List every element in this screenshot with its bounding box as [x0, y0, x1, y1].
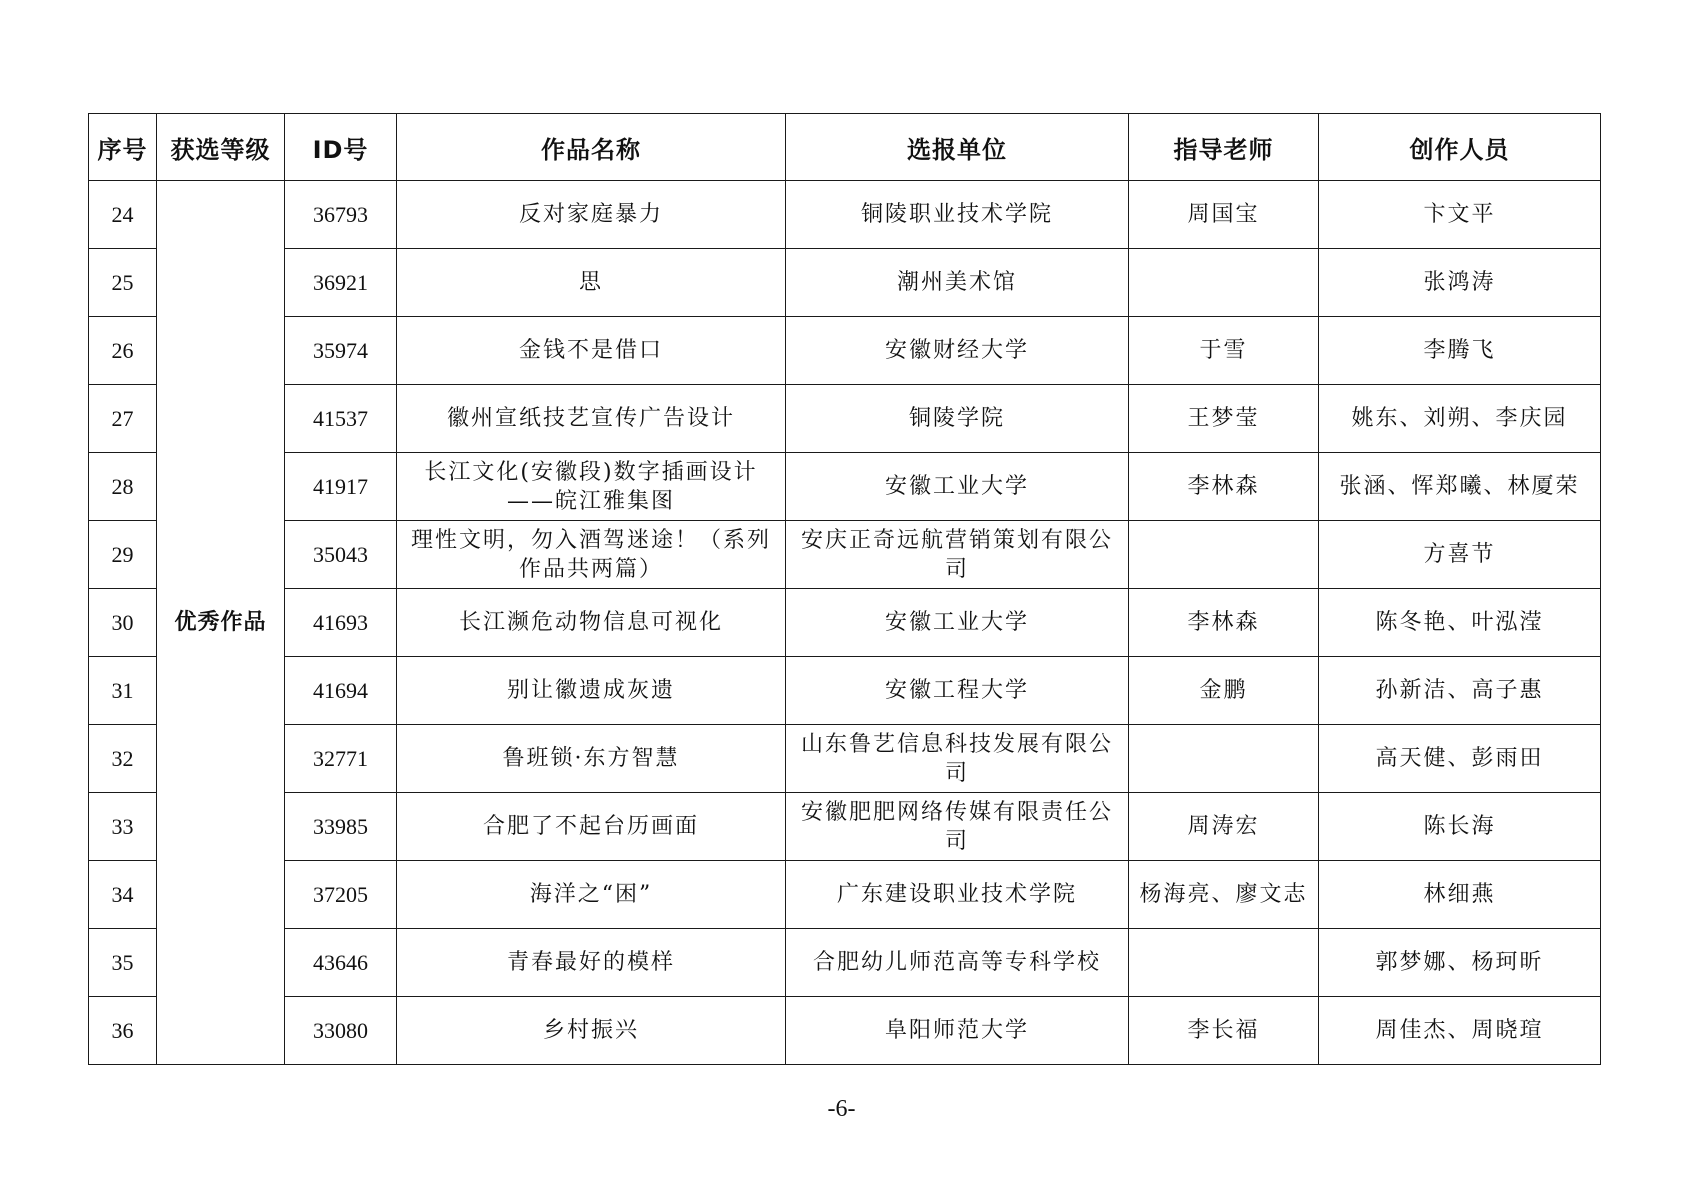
row-teacher: [1129, 249, 1319, 317]
table-row: [89, 385, 1601, 453]
row-creators: 林细燕: [1319, 861, 1601, 929]
row-creators: 姚东、刘朔、李庆园: [1319, 385, 1601, 453]
table-row: [89, 453, 1601, 521]
table-row: [89, 521, 1601, 589]
row-creators: 张涵、恽郑曦、林厦荣: [1319, 453, 1601, 521]
row-unit: 安徽肥肥网络传媒有限责任公司: [786, 793, 1129, 861]
row-teacher: 周涛宏: [1129, 793, 1319, 861]
row-creators: 卞文平: [1319, 181, 1601, 249]
row-title: 金钱不是借口: [397, 317, 786, 385]
table-row: [89, 725, 1601, 793]
row-seq: 34: [89, 861, 157, 929]
row-teacher: 李林森: [1129, 453, 1319, 521]
row-teacher: [1129, 929, 1319, 997]
row-id: 41694: [285, 657, 397, 725]
table-row: [89, 657, 1601, 725]
row-id: 41693: [285, 589, 397, 657]
row-title: 别让徽遗成灰遗: [397, 657, 786, 725]
table-row: [89, 997, 1601, 1065]
row-seq: 25: [89, 249, 157, 317]
table-row: [89, 861, 1601, 929]
row-seq: 27: [89, 385, 157, 453]
row-seq: 31: [89, 657, 157, 725]
row-teacher: 李长福: [1129, 997, 1319, 1065]
row-unit: 潮州美术馆: [786, 249, 1129, 317]
row-unit: 安徽财经大学: [786, 317, 1129, 385]
row-unit: 阜阳师范大学: [786, 997, 1129, 1065]
header-teacher: 指导老师: [1129, 114, 1319, 181]
header-row: [89, 114, 1601, 181]
row-unit: 安庆正奇远航营销策划有限公司: [786, 521, 1129, 589]
row-creators: 李腾飞: [1319, 317, 1601, 385]
row-creators: 郭梦娜、杨珂昕: [1319, 929, 1601, 997]
row-title: 徽州宣纸技艺宣传广告设计: [397, 385, 786, 453]
table-row: [89, 929, 1601, 997]
page-number: -6-: [827, 1096, 856, 1122]
row-title: 长江文化(安徽段)数字插画设计——皖江雅集图: [397, 453, 786, 521]
row-title: 青春最好的模样: [397, 929, 786, 997]
row-teacher: 于雪: [1129, 317, 1319, 385]
header-seq: 序号: [89, 114, 157, 181]
row-teacher: 杨海亮、廖文志: [1129, 861, 1319, 929]
row-title: 鲁班锁·东方智慧: [397, 725, 786, 793]
row-creators: 高天健、彭雨田: [1319, 725, 1601, 793]
row-teacher: 周国宝: [1129, 181, 1319, 249]
row-id: 33080: [285, 997, 397, 1065]
row-seq: 24: [89, 181, 157, 249]
row-teacher: 李林森: [1129, 589, 1319, 657]
row-title: 海洋之“困”: [397, 861, 786, 929]
row-creators: 周佳杰、周晓瑄: [1319, 997, 1601, 1065]
row-seq: 35: [89, 929, 157, 997]
row-seq: 28: [89, 453, 157, 521]
row-id: 36921: [285, 249, 397, 317]
row-seq: 32: [89, 725, 157, 793]
table-row: [89, 793, 1601, 861]
row-unit: 安徽工程大学: [786, 657, 1129, 725]
table-row: [89, 249, 1601, 317]
row-seq: 30: [89, 589, 157, 657]
row-creators: 陈长海: [1319, 793, 1601, 861]
row-unit: 合肥幼儿师范高等专科学校: [786, 929, 1129, 997]
row-id: 35974: [285, 317, 397, 385]
row-title: 长江濒危动物信息可视化: [397, 589, 786, 657]
row-id: 37205: [285, 861, 397, 929]
table-row: [89, 317, 1601, 385]
row-unit: 安徽工业大学: [786, 589, 1129, 657]
row-id: 35043: [285, 521, 397, 589]
row-unit: 安徽工业大学: [786, 453, 1129, 521]
header-title: 作品名称: [397, 114, 786, 181]
row-title: 思: [397, 249, 786, 317]
row-title: 理性文明，勿入酒驾迷途！（系列作品共两篇）: [397, 521, 786, 589]
header-level: 获选等级: [157, 114, 285, 181]
row-seq: 36: [89, 997, 157, 1065]
row-teacher: 金鹏: [1129, 657, 1319, 725]
row-title: 合肥了不起台历画面: [397, 793, 786, 861]
row-id: 43646: [285, 929, 397, 997]
row-unit: 山东鲁艺信息科技发展有限公司: [786, 725, 1129, 793]
header-creators: 创作人员: [1319, 114, 1601, 181]
header-unit: 选报单位: [786, 114, 1129, 181]
table-row: [89, 589, 1601, 657]
row-creators: 孙新洁、高子惠: [1319, 657, 1601, 725]
header-id: ID号: [285, 114, 397, 181]
row-seq: 26: [89, 317, 157, 385]
row-unit: 铜陵学院: [786, 385, 1129, 453]
level-cell: 优秀作品: [157, 181, 285, 1065]
row-teacher: [1129, 725, 1319, 793]
row-creators: 方喜节: [1319, 521, 1601, 589]
row-title: 乡村振兴: [397, 997, 786, 1065]
row-unit: 铜陵职业技术学院: [786, 181, 1129, 249]
row-id: 41537: [285, 385, 397, 453]
row-creators: 张鸿涛: [1319, 249, 1601, 317]
row-creators: 陈冬艳、叶泓滢: [1319, 589, 1601, 657]
row-id: 33985: [285, 793, 397, 861]
awards-table: [88, 113, 1601, 1065]
row-unit: 广东建设职业技术学院: [786, 861, 1129, 929]
row-seq: 29: [89, 521, 157, 589]
row-id: 32771: [285, 725, 397, 793]
row-title: 反对家庭暴力: [397, 181, 786, 249]
row-id: 41917: [285, 453, 397, 521]
row-teacher: 王梦莹: [1129, 385, 1319, 453]
table-row: [89, 181, 1601, 249]
row-teacher: [1129, 521, 1319, 589]
row-id: 36793: [285, 181, 397, 249]
row-seq: 33: [89, 793, 157, 861]
